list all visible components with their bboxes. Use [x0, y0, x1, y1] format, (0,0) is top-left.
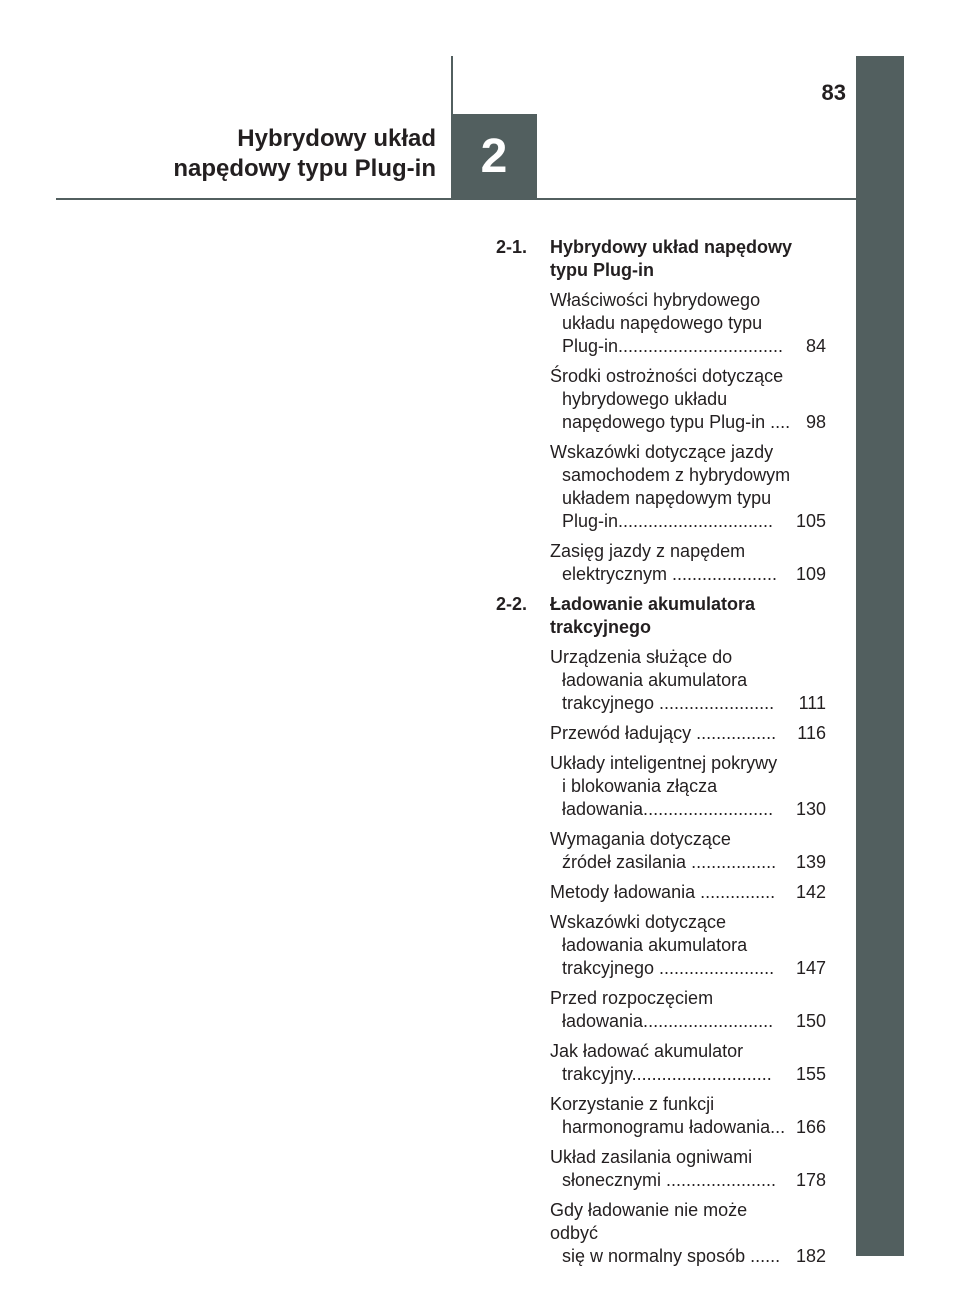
toc-entry[interactable] [550, 752, 826, 821]
section-title-line: typu Plug-in [550, 260, 654, 280]
toc-entry-page: 147 [795, 958, 826, 978]
toc-entry-line: Plug-in................................. [562, 336, 784, 356]
toc-entry-line: Układy inteligentnej pokrywy [550, 753, 778, 773]
toc-entry-title [550, 752, 796, 821]
toc-entry-line: układu napędowego typu [562, 313, 763, 333]
toc-entry-line: Metody ładowania ............... [550, 882, 776, 902]
toc-entry-page: 150 [795, 1011, 826, 1031]
section-title [550, 593, 826, 639]
toc-entry-line: napędowego typu Plug-in .... [562, 412, 791, 432]
toc-entry-line: słonecznymi ...................... [562, 1170, 777, 1190]
chapter-title-line: napędowy typu Plug-in [173, 155, 436, 182]
toc-entry-line: Wskazówki dotyczące jazdy [550, 442, 774, 462]
toc-entry-title [550, 828, 796, 874]
toc-entry-line: i blokowania złącza [562, 776, 718, 796]
toc-entry-title [550, 540, 796, 586]
toc-entry-line: Zasięg jazdy z napędem [550, 541, 746, 561]
toc-entry-page: 116 [797, 723, 826, 743]
toc-entry-line: się w normalny sposób ...... [562, 1246, 781, 1266]
toc-entry-page: 178 [795, 1170, 826, 1190]
toc-entry-title [550, 365, 806, 434]
toc-entry-title [550, 289, 806, 358]
toc-entry[interactable] [550, 1146, 826, 1192]
toc-entry-line: trakcyjnego ....................... [562, 693, 775, 713]
toc-entry-line: ładowania.......................... [562, 799, 774, 819]
toc-entry[interactable] [550, 365, 826, 434]
toc-entry[interactable] [550, 881, 826, 904]
toc-entry[interactable] [550, 911, 826, 980]
header-vertical-rule [451, 56, 453, 114]
toc-entry-page: 166 [795, 1117, 826, 1137]
toc-entry[interactable] [550, 441, 826, 533]
section-title-line: Hybrydowy układ napędowy [550, 237, 793, 257]
toc-entry-page: 109 [795, 564, 826, 584]
section-title-line: trakcyjnego [550, 617, 652, 637]
toc-entry-page: 182 [795, 1246, 826, 1266]
toc-entry[interactable] [550, 828, 826, 874]
toc-entry-line: samochodem z hybrydowym [562, 465, 791, 485]
toc-entry-line: elektrycznym ..................... [562, 564, 778, 584]
toc-entry-title [550, 881, 796, 904]
page-number: 83 [821, 80, 846, 105]
chapter-title [173, 124, 436, 184]
toc-entry-page: 98 [805, 412, 826, 432]
toc-entry-page: 84 [805, 336, 826, 356]
toc-entry-title [550, 1146, 796, 1192]
header-horizontal-rule [56, 198, 856, 200]
toc-entry-line: trakcyjnego ....................... [562, 958, 775, 978]
toc-entry-line: układem napędowym typu [562, 488, 772, 508]
toc-entry-line: Układ zasilania ogniwami [550, 1147, 753, 1167]
toc-section-2-2 [496, 593, 826, 639]
toc-entry[interactable] [550, 722, 826, 745]
toc-entry-line: Środki ostrożności dotyczące [550, 366, 784, 386]
toc-entry-title [550, 441, 796, 533]
toc-entry-line: Urządzenia służące do [550, 647, 733, 667]
toc-entry-line: Przed rozpoczęciem [550, 988, 714, 1008]
toc-entry-page: 105 [795, 511, 826, 531]
toc-entry-page: 139 [795, 852, 826, 872]
toc-entry[interactable] [550, 289, 826, 358]
section-title [550, 236, 826, 282]
section-number: 2-1. [496, 237, 528, 257]
toc-section-2-1 [496, 236, 826, 282]
toc-entry-title [550, 987, 796, 1033]
toc-entry-line: Wskazówki dotyczące [550, 912, 727, 932]
table-of-contents [496, 236, 826, 1275]
chapter-number-box: 2 [451, 114, 537, 198]
side-tab [856, 56, 904, 1256]
toc-entry[interactable] [550, 1093, 826, 1139]
toc-entry-line: Plug-in............................... [562, 511, 774, 531]
toc-entry[interactable] [550, 540, 826, 586]
toc-entry-page: 142 [795, 882, 826, 902]
section-title-line: Ładowanie akumulatora [550, 594, 756, 614]
toc-entry-line: hybrydowego układu [562, 389, 728, 409]
toc-entry[interactable] [550, 1040, 826, 1086]
toc-entry[interactable] [550, 646, 826, 715]
toc-entry-line: harmonogramu ładowania... [562, 1117, 786, 1137]
toc-entry-page: 111 [798, 693, 826, 713]
toc-entry-line: Gdy ładowanie nie może odbyć [550, 1200, 748, 1243]
toc-entry-line: Jak ładować akumulator [550, 1041, 744, 1061]
toc-entry-line: Korzystanie z funkcji [550, 1094, 715, 1114]
toc-entry-line: Właściwości hybrydowego [550, 290, 761, 310]
toc-entry-title [550, 911, 796, 980]
chapter-title-line: Hybrydowy układ [237, 125, 436, 152]
toc-entry[interactable] [550, 987, 826, 1033]
toc-entry-title [550, 646, 799, 715]
section-number: 2-2. [496, 594, 528, 614]
toc-entry-title [550, 722, 797, 745]
toc-entry-title [550, 1199, 796, 1268]
toc-entry-line: Przewód ładujący ................ [550, 723, 777, 743]
toc-entry[interactable] [550, 1199, 826, 1268]
toc-entry-line: trakcyjny............................ [562, 1064, 772, 1084]
toc-entry-line: ładowania akumulatora [562, 935, 748, 955]
toc-entry-page: 130 [795, 799, 826, 819]
toc-entry-page: 155 [795, 1064, 826, 1084]
toc-entry-line: Wymagania dotyczące [550, 829, 731, 849]
toc-entry-line: ładowania.......................... [562, 1011, 774, 1031]
toc-entry-title [550, 1093, 796, 1139]
toc-entry-line: źródeł zasilania ................. [562, 852, 777, 872]
toc-entry-line: ładowania akumulatora [562, 670, 748, 690]
toc-entry-title [550, 1040, 796, 1086]
